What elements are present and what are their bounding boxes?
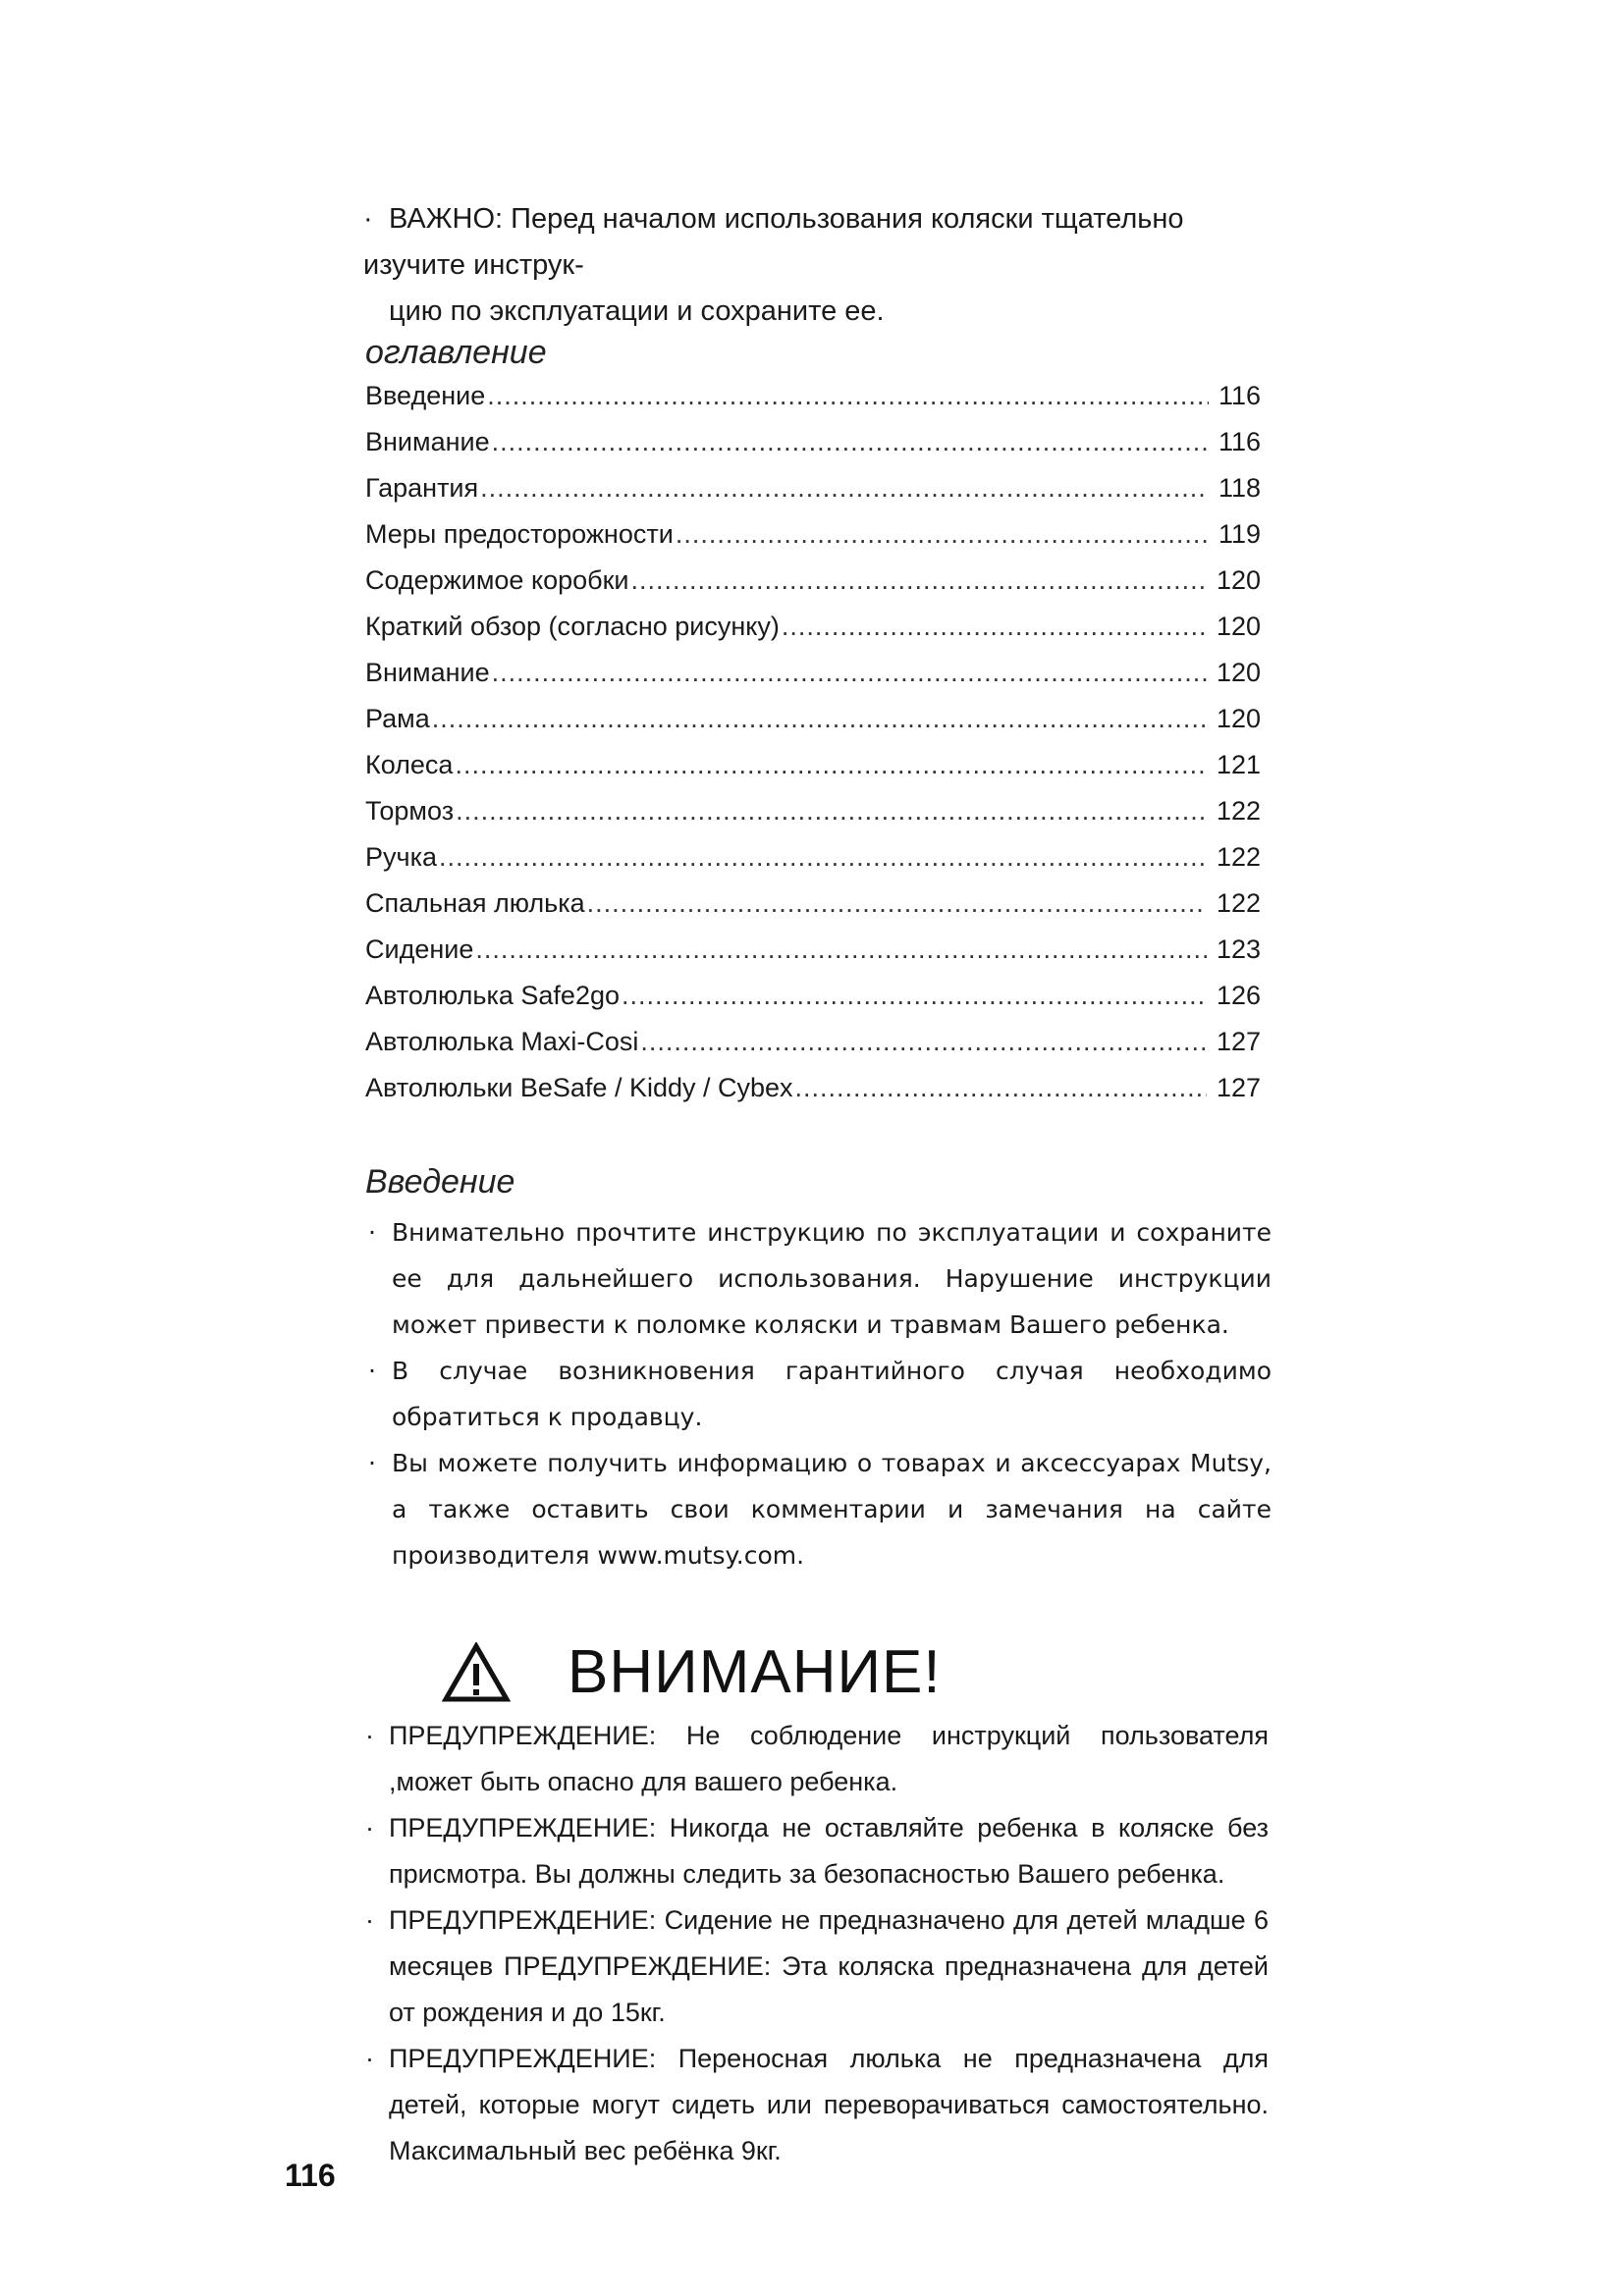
toc-entry-title: Тормоз xyxy=(365,796,455,826)
toc-entry-page: 122 xyxy=(1216,842,1261,872)
toc-leader-dots xyxy=(587,888,1207,919)
introduction-item-text: Вы можете получить информацию о товарах и аксессуарах Mutsy, а также оставить свои комментарии и замечания на сайте производителя www.mutsy.com. xyxy=(392,1449,1272,1570)
toc-leader-dots xyxy=(676,519,1209,550)
toc-entry-title: Автолюлька Safe2go xyxy=(365,981,620,1010)
important-note-line-2: цию по эксплуатации и сохраните ее. xyxy=(389,295,885,327)
bullet: · xyxy=(365,1905,374,1935)
introduction-item-text: Внимательно прочтите инструкцию по эксплуатации и сохраните ее для дальнейшего использования. Нарушение инструкции может привести к поломке коляски и травмам Вашего ребенка. xyxy=(392,1218,1272,1339)
bullet: · xyxy=(365,1721,374,1750)
toc-entry-title: Спальная люлька xyxy=(365,888,585,918)
toc-entry-title: Автолюлька Maxi-Cosi xyxy=(365,1027,639,1056)
toc-entry-title: Содержимое коробки xyxy=(365,565,629,595)
toc-entry xyxy=(365,750,1261,796)
toc-entry-title: Ручка xyxy=(365,842,437,872)
toc-entry-page: 120 xyxy=(1216,612,1261,641)
toc-leader-dots xyxy=(475,934,1207,965)
toc-entry-title: Краткий обзор (согласно рисунку) xyxy=(365,612,780,641)
toc-entry xyxy=(365,934,1261,981)
toc-entry-title: Автолюльки BeSafe / Kiddy / Cybex xyxy=(365,1073,793,1102)
bullet: · xyxy=(368,1449,376,1477)
toc-entry-page: 127 xyxy=(1216,1027,1261,1056)
toc-entry-title: Внимание xyxy=(365,427,490,456)
toc-entry-title: Введение xyxy=(365,381,486,410)
introduction-item xyxy=(368,1440,1272,1578)
toc-entry-page: 120 xyxy=(1216,565,1261,595)
toc-entry xyxy=(365,658,1261,704)
warning-item-text: ПРЕДУПРЕЖДЕНИЕ: Переносная люлька не предназначена для детей, которые могут сидеть или переворачиваться самостоятельно. Максимальный вес ребёнка 9кг. xyxy=(389,2044,1269,2165)
toc-entry xyxy=(365,519,1261,565)
toc-leader-dots xyxy=(492,658,1207,688)
warning-item-text: ПРЕДУПРЕЖДЕНИЕ: Никогда не оставляйте ребенка в коляске без присмотра. Вы должны следить за безопасностью Вашего ребенка. xyxy=(389,1813,1269,1889)
toc-entry-page: 121 xyxy=(1216,750,1261,779)
toc-leader-dots xyxy=(480,473,1209,504)
warning-list xyxy=(365,1713,1269,2174)
toc-entry-page: 120 xyxy=(1216,704,1261,733)
toc-leader-dots xyxy=(432,704,1207,734)
warning-item xyxy=(365,1805,1269,1897)
toc-entry-page: 118 xyxy=(1218,473,1261,503)
page-number: 116 xyxy=(285,2158,336,2193)
toc-leader-dots xyxy=(782,612,1207,642)
important-note-line-1: ВАЖНО: Перед началом использования коляски тщательно изучите инструк- xyxy=(363,203,1184,281)
introduction-heading: Введение xyxy=(365,1163,515,1201)
important-note xyxy=(363,196,1276,335)
toc-leader-dots xyxy=(492,427,1209,457)
toc-entry xyxy=(365,381,1261,427)
toc-leader-dots xyxy=(439,842,1207,873)
bullet: · xyxy=(368,1357,376,1385)
toc-entry-page: 126 xyxy=(1216,981,1261,1010)
toc-entry-page: 122 xyxy=(1216,796,1261,826)
warning-item-text: ПРЕДУПРЕЖДЕНИЕ: Сидение не предназначено для детей младше 6 месяцев ПРЕДУПРЕЖДЕНИЕ: Эта коляска предназначена для детей от рождения и до 15кг. xyxy=(389,1905,1269,2027)
bullet: · xyxy=(365,2044,374,2073)
toc-leader-dots xyxy=(630,565,1206,596)
toc-leader-dots xyxy=(640,1027,1207,1057)
warning-item xyxy=(365,1713,1269,1805)
warning-title-text: ВНИМАНИЕ! xyxy=(568,1638,942,1706)
warning-triangle-icon xyxy=(442,1642,511,1703)
toc-entry-title: Сидение xyxy=(365,934,474,964)
toc-entry-page: 122 xyxy=(1216,888,1261,918)
toc-entry xyxy=(365,981,1261,1027)
toc-entry xyxy=(365,1073,1261,1119)
introduction-item xyxy=(368,1348,1272,1440)
toc-entry xyxy=(365,427,1261,473)
warning-item-text: ПРЕДУПРЕЖДЕНИЕ: Не соблюдение инструкций пользователя ,может быть опасно для вашего ребенка. xyxy=(389,1721,1269,1796)
warning-title xyxy=(442,1637,942,1707)
toc-leader-dots xyxy=(456,796,1207,827)
toc-entry xyxy=(365,1027,1261,1073)
toc-entry-page: 116 xyxy=(1218,381,1261,410)
toc-entry-title: Гарантия xyxy=(365,473,479,503)
toc-entry xyxy=(365,565,1261,612)
toc-entry xyxy=(365,796,1261,842)
introduction-item xyxy=(368,1209,1272,1348)
toc-entry-title: Рама xyxy=(365,704,430,733)
toc-entry-page: 120 xyxy=(1216,658,1261,687)
toc-heading: оглавление xyxy=(365,334,547,371)
introduction-item-text: В случае возникновения гарантийного случая необходимо обратиться к продавцу. xyxy=(392,1357,1272,1431)
toc-entry-title: Меры предосторожности xyxy=(365,519,674,549)
introduction-body xyxy=(368,1209,1272,1578)
table-of-contents xyxy=(365,381,1261,1119)
toc-entry-title: Внимание xyxy=(365,658,490,687)
toc-leader-dots xyxy=(795,1073,1207,1103)
warning-item xyxy=(365,1897,1269,2036)
toc-entry-page: 116 xyxy=(1218,427,1261,456)
toc-entry xyxy=(365,612,1261,658)
toc-entry-page: 127 xyxy=(1216,1073,1261,1102)
toc-entry xyxy=(365,473,1261,519)
toc-entry-title: Колеса xyxy=(365,750,454,779)
toc-leader-dots xyxy=(455,750,1207,780)
toc-entry xyxy=(365,842,1261,888)
toc-leader-dots xyxy=(622,981,1207,1011)
bullet: · xyxy=(368,1218,376,1247)
toc-entry-page: 119 xyxy=(1218,519,1261,549)
bullet: · xyxy=(365,1813,374,1842)
toc-entry xyxy=(365,704,1261,750)
toc-leader-dots xyxy=(487,381,1209,411)
toc-entry-page: 123 xyxy=(1216,934,1261,964)
bullet: · xyxy=(363,203,373,235)
toc-entry xyxy=(365,888,1261,934)
warning-item xyxy=(365,2036,1269,2174)
